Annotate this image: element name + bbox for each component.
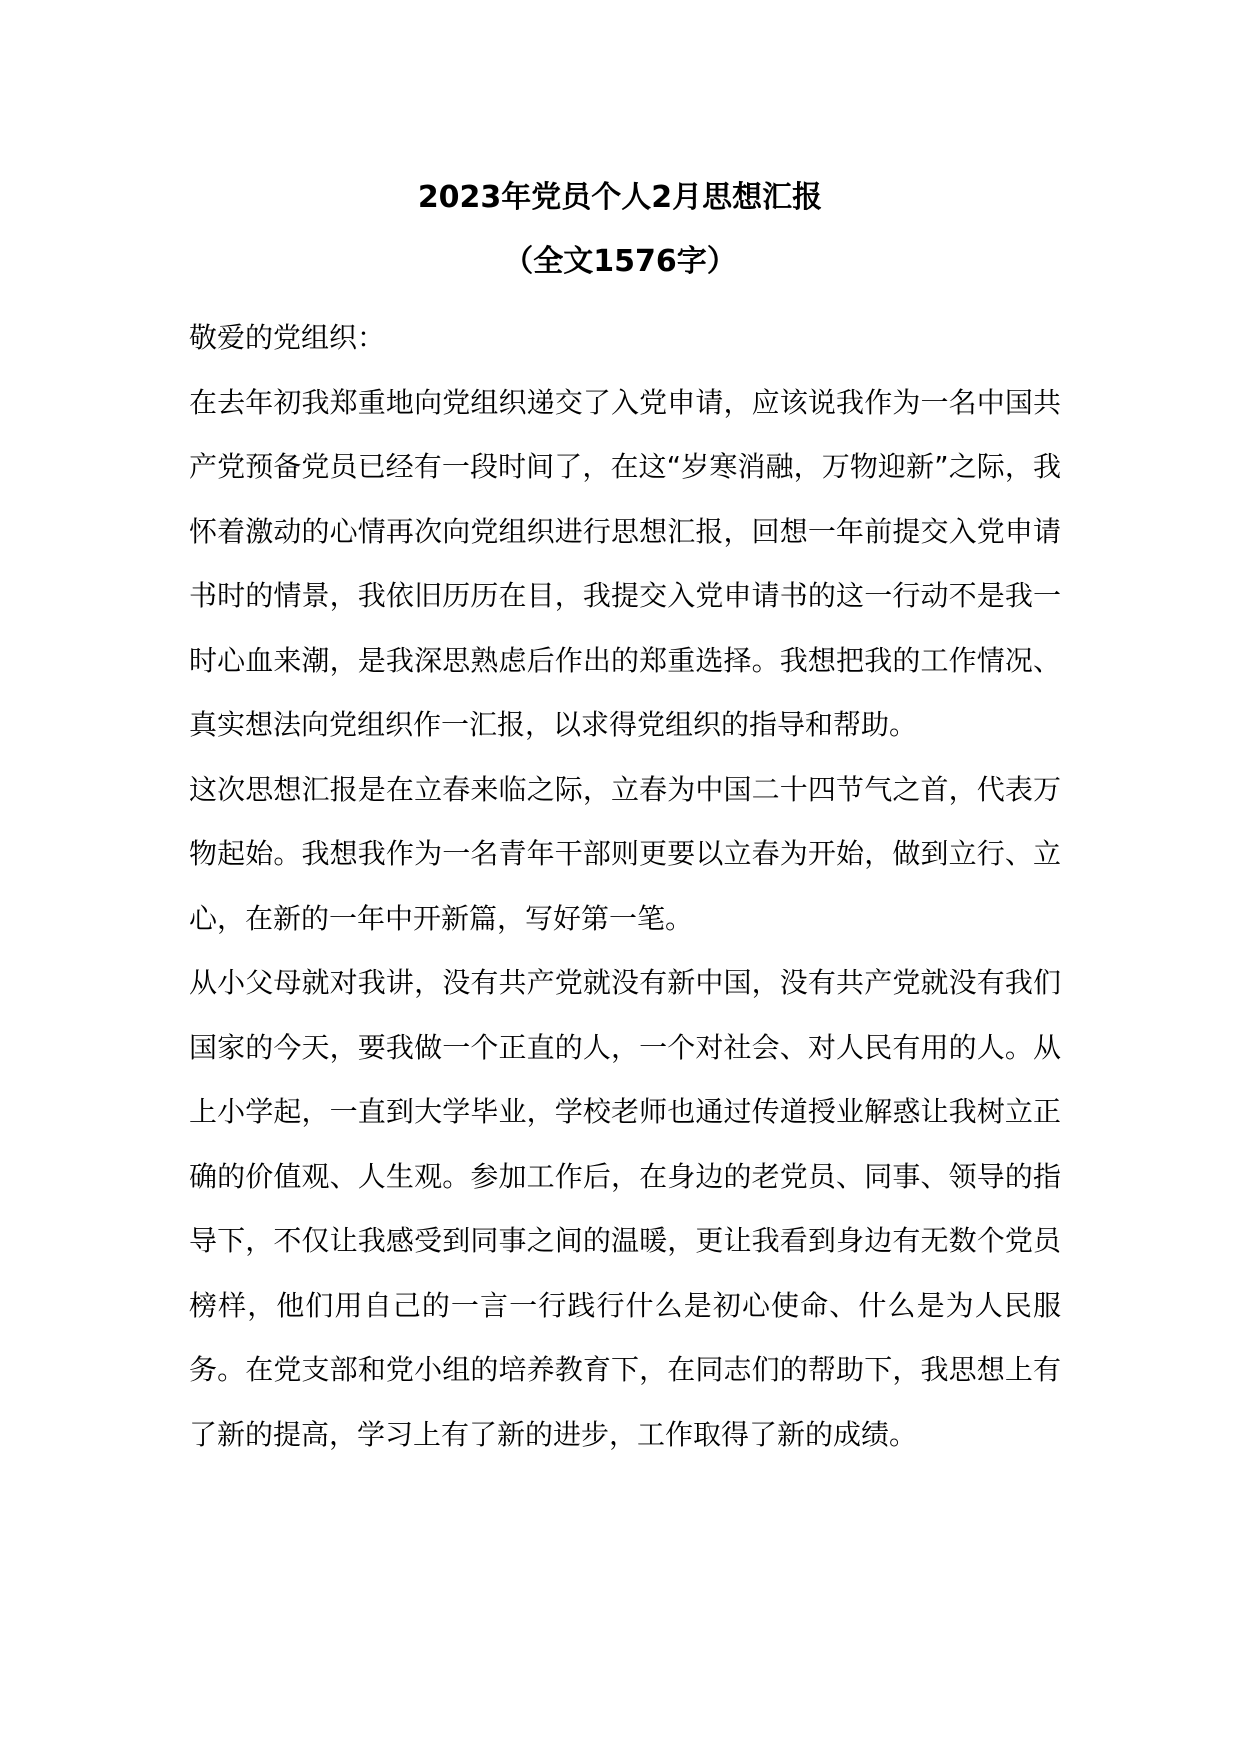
paragraph-3: 从小父母就对我讲，没有共产党就没有新中国，没有共产党就没有我们国家的今天，要我做一个正直的人，一个对社会、对人民有用的人。从上小学起，一直到大学毕业，学校老师也通过传道授业解惑让我树立正确的价值观、人生观。参加工作后，在身边的老党员、同事、领导的指导下，不仅让我感受到同事之间的温暖，更让我看到身边有无数个党员榜样，他们用自己的一言一行践行什么是初心使命、什么是为人民服务。在党支部和党小组的培养教育下，在同志们的帮助下，我思想上有了新的提高，学习上有了新的进步，工作取得了新的成绩。 [189,966,1061,1451]
paragraph-2: 这次思想汇报是在立春来临之际，立春为中国二十四节气之首，代表万物起始。我想我作为一名青年干部则更要以立春为开始，做到立行、立心，在新的一年中开新篇，写好第一笔。 [189,772,1061,935]
document-title: 2023年党员个人2月思想汇报 [417,180,823,215]
word-count-note: （全文1576字） [503,244,737,279]
document-body [189,306,1061,1467]
salutation: 敬爱的党组织： [189,321,386,354]
paragraph-1: 在去年初我郑重地向党组织递交了入党申请，应该说我作为一名中国共产党预备党员已经有一段时间了，在这“岁寒消融，万物迎新”之际，我怀着激动的心情再次向党组织进行思想汇报，回想一年前提交入党申请书时的情景，我依旧历历在目，我提交入党申请书的这一行动不是我一时心血来潮，是我深思熟虑后作出的郑重选择。我想把我的工作情况、真实想法向党组织作一汇报，以求得党组织的指导和帮助。 [189,385,1061,741]
